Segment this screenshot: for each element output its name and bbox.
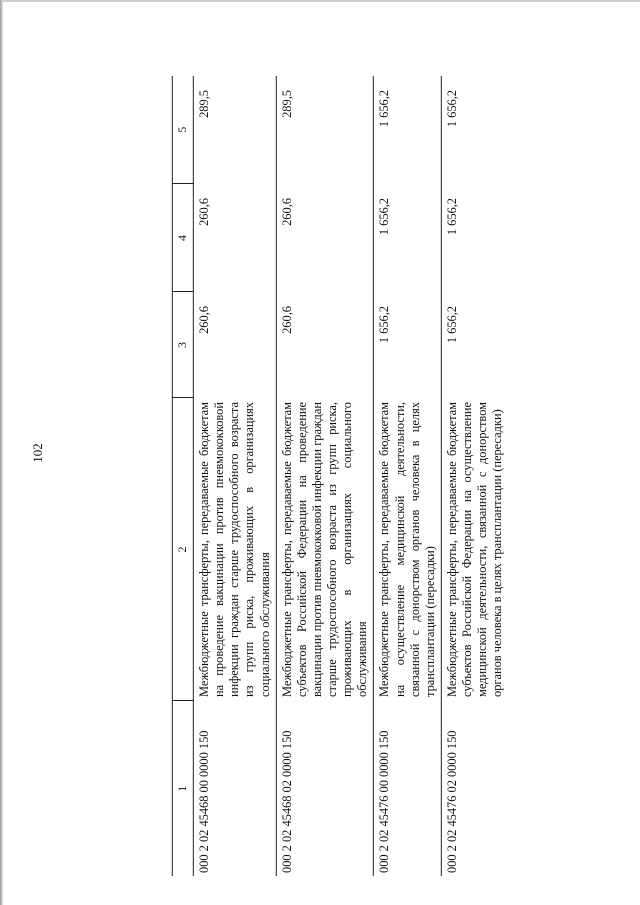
value-cell-col4: 260,6 <box>193 184 276 292</box>
table-row <box>276 76 374 876</box>
value-cell-col5: 1 656,2 <box>374 76 442 184</box>
scan-edge-top <box>0 0 640 2</box>
scan-edge-left <box>0 0 3 905</box>
value-cell-col4: 260,6 <box>276 184 374 292</box>
budget-table-container <box>172 76 508 876</box>
value-cell-col3: 260,6 <box>193 292 276 398</box>
value-cell-col3: 1 656,2 <box>374 292 442 398</box>
page-number: 102 <box>30 443 45 463</box>
table-header-row <box>172 76 193 876</box>
table-row <box>193 76 276 876</box>
column-header-5: 5 <box>172 76 193 184</box>
value-cell-col4: 1 656,2 <box>374 184 442 292</box>
table-row <box>441 76 508 876</box>
value-cell-col4: 1 656,2 <box>441 184 508 292</box>
column-header-2: 2 <box>172 398 193 701</box>
budget-table <box>172 76 508 876</box>
value-cell-col5: 1 656,2 <box>441 76 508 184</box>
value-cell-col5: 289,5 <box>193 76 276 184</box>
budget-code-cell: 000 2 02 45468 00 0000 150 <box>193 701 276 876</box>
budget-code-cell: 000 2 02 45468 02 0000 150 <box>276 701 374 876</box>
description-cell: Межбюджетные трансферты, передаваемые бюджетам субъектов Российской Федерации на проведение вакцинации против пневмококковой инфекции граждан старше трудоспособного возраста из групп риска, проживающих в организациях социального обслуживания <box>276 398 374 701</box>
description-cell: Межбюджетные трансферты, передаваемые бюджетам субъектов Российской Федерации на осуществление медицинской деятельности, связанной с донорством органов человека в целях трансплантации (пересадки) <box>441 398 508 701</box>
table-row <box>374 76 442 876</box>
description-cell: Межбюджетные трансферты, передаваемые бюджетам на проведение вакцинации против пневмококковой инфекции граждан старше трудоспособного возраста из групп риска, проживающих в организациях социального обслуживания <box>193 398 276 701</box>
value-cell-col5: 289,5 <box>276 76 374 184</box>
budget-code-cell: 000 2 02 45476 00 0000 150 <box>374 701 442 876</box>
column-header-4: 4 <box>172 184 193 292</box>
value-cell-col3: 260,6 <box>276 292 374 398</box>
value-cell-col3: 1 656,2 <box>441 292 508 398</box>
column-header-1: 1 <box>172 701 193 876</box>
budget-code-cell: 000 2 02 45476 02 0000 150 <box>441 701 508 876</box>
column-header-3: 3 <box>172 292 193 398</box>
description-cell: Межбюджетные трансферты, передаваемые бюджетам на осуществление медицинской деятельности, связанной с донорством органов человека в целях трансплантации (пересадки) <box>374 398 442 701</box>
